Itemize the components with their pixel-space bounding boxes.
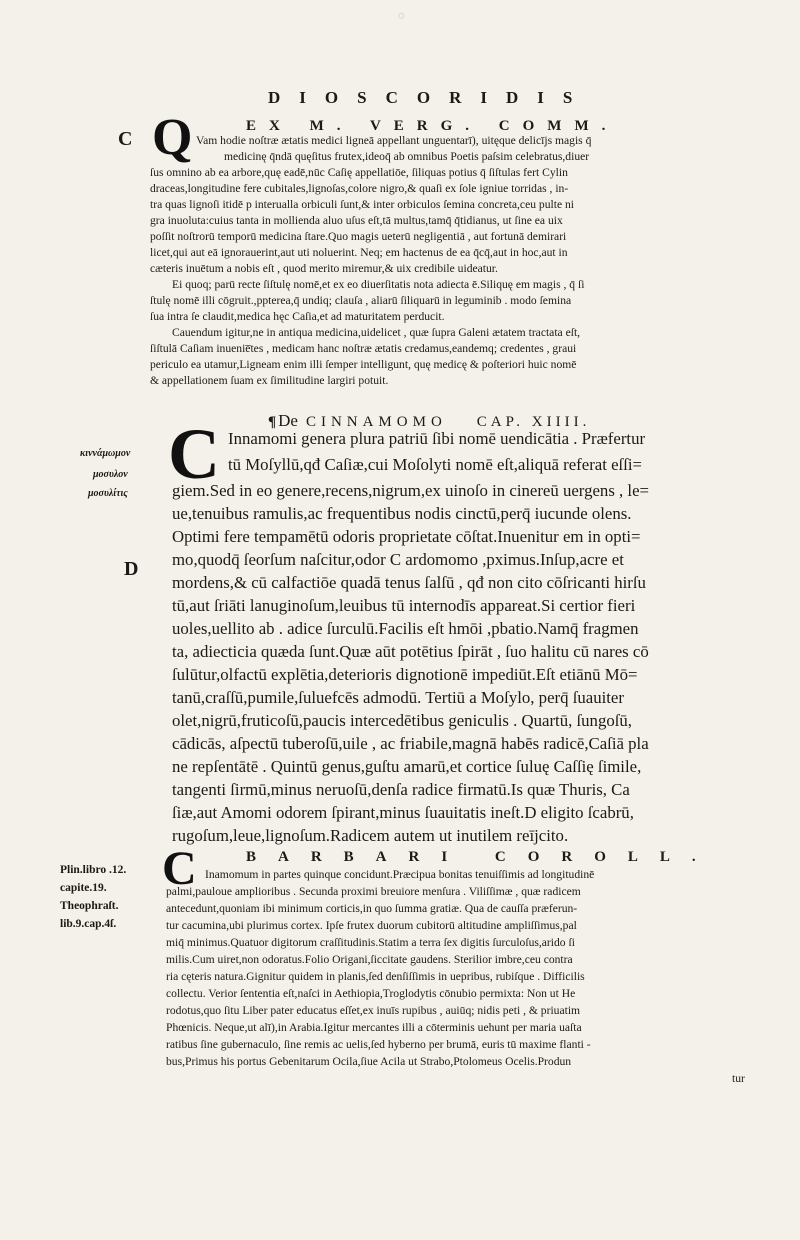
text-line: poſſit noſtrorū temporū medicina ſtare.Quo magis ueterū negligentiā , aut fortunā demirari [150,230,567,243]
text-line: draceas,longitudine fere cubitales,lignoſas,colore nigro,& quaſi ex ſole igniue torridas , in- [150,182,569,195]
text-line: ſua intra ſe claudit,medica hęc Caſia,et ad maturitatem perducit. [150,310,445,323]
chapter-number: CAP. XIIII. [476,414,591,430]
section2-heading: BARBARI COROLL. [246,849,718,865]
text-line: tur cacumina,ubi plurimus cortex. Ipſe frutex duorum cubitorū altitudine ampliſſimus,pal [166,919,577,932]
text-line: Vam hodie noſtræ ætatis medici ligneā appellant unguentarī), uitęque delicījs magis q̄ [196,134,592,147]
greek-gloss: κιννάμωμον [80,448,131,459]
text-line: rugoſum,leue,lignoſum.Radicem autem ut inutilem reījcito. [172,826,569,845]
greek-gloss: μοσυλίτις [88,488,128,499]
text-line: Cauendum igitur,ne in antiqua medicina,uidelicet , quæ ſupra Galeni ætatem tractata eſt, [172,326,581,339]
margin-reference: capite.19. [60,882,107,894]
greek-gloss: μοσυλον [93,469,128,480]
text-line: Inamomum in partes quinque concidunt.Præcipua bonitas tenuiſſimis ad longitudinē [205,868,595,881]
text-line: Innamomi genera plura patriū ſibi nomē uendicātia . Præfertur [228,429,646,448]
text-line: olet,nigrū,fruticoſū,paucis intercedētibus geniculis . Quartū, ſungoſū, [172,711,632,730]
text-line: Ei quoq; parū recte ſiſtulę nomē,et ex eo diuerſitatis nota adiecta ē.Siliquę em magis , q̄ ſi [172,278,585,291]
chapter-title: CINNAMOMO [305,414,447,430]
section1-dropcap: Q [152,109,193,166]
text-line: ſtulę nomē illi cōgruit.,ppterea,q̄ undiq; clauſa , aliarū ſiliquarū in leguminib . modo ſemina [150,294,572,307]
text-line: gra inuoluta:cuius tanta in mollienda aluo uſus eſt,tā multus,tamq̄ q̄tidianus, ut ſine ea uix [150,214,563,227]
text-line: cæteris inuētum a nobis eſt , quod merito miremur,& uix credibile uideatur. [150,262,498,275]
text-line: ratibus ſine gubernaculo, ſine remis ac uelis,ſed hyberno per brumā, euris tū maxime flanti - [166,1038,591,1051]
text-line: ta, adiecticia quæda ſunt.Quæ aūt potētius ſpirāt , ſuo halitu cū nares cō [172,642,649,661]
margin-reference: Plin.libro .12. [60,864,127,876]
chapter-heading-de: De [278,411,298,430]
text-line: ue,tenuibus ramulis,ac frequentibus nodis cinctū,perq̄ iucunde olens. [172,504,632,523]
text-line: Phœnicis. Neque,ut alī),in Arabia.Igitur mercantes illi a cōterminis uehunt per maria uaſta [166,1021,582,1034]
text-line: periculo ea utamur,Ligneam enim illi ſemper intelligunt, quę medicę & poſteriori huic nomē [150,358,577,371]
text-line: mordens,& cū calfactiōe quadā tenus ſalſū , qđ non cito cōſricanti hirſu [172,573,646,592]
text-line: bus,Primus his portus Gebenitarum Ocila,ſiue Acila ut Strabo,Ptolomeus Ocelis.Produn [166,1055,572,1068]
text-line: collectu. Verior ſententia eſt,naſci in Aethiopia,Troglodytis cōnubio permixta: Non ut He [166,987,576,1000]
section2-dropcap: C [162,842,197,895]
text-line: Optimi fere tempamētū odoris proprietate cōſtat.Inuenitur em in opti= [172,527,641,546]
text-line: tū,aut ſriāti lanuginoſum,leuibus tū internodīs appareat.Si certior fieri [172,596,636,615]
margin-reference: Theophraſt. [60,900,119,912]
pilcrow-mark: ¶ [268,414,277,430]
page-mark: ◌ [398,10,405,22]
text-line: licet,qui aut eā ignorauerint,aut uti noluerint. Neq; em hactenus de ea q̄cq̄,aut in hoc,aut in [150,246,568,259]
margin-reference: lib.9.cap.4ſ. [60,918,117,930]
running-head: DIOSCORIDIS [268,88,592,107]
text-line: ſulūtur,olfactū explētia,deterioris dignotionē impediūt.Eſt etiānū Mō= [172,665,638,684]
chapter-heading [268,411,590,431]
text-line: mo,quodq̄ ſeorſum naſcitur,odor C ardomomo ,pximus.Inſup,acre et [172,550,624,569]
text-line: & appellationem ſuam ex ſimilitudine largiri potuit. [150,374,389,387]
text-line: ne repſentātē . Quintū genus,guſtu amarū,et cortice ſuluę Caſſię ſimile, [172,757,642,776]
text-line: rodotus,quo ſitu Liber pater educatus eſſet,ex inuīs rupibus , auiūq; nidis peti , & priuatim [166,1004,581,1017]
text-line: ſus omnino ab ea arbore,quę eadē,nūc Caſię appellatiōe, ſiliquas potius q̄ ſiſtulas fert Cylin [150,166,568,179]
text-line: ria cęteris natura.Gignitur quidem in planis,ſed denſiſſimis in uepribus, rubiſque . Difficilis [166,970,585,983]
text-line: miq̄ minimus.Quatuor digitorum craſſitudinis.Statim a terra ſex digitis ſurculoſus,arido ſi [166,936,575,949]
margin-letter-c: C [118,128,133,150]
text-line: tra quas lignoſi itidē p interualla orbiculi ſunt,& inter orbiculos ſemina concreta,ceu pulte ni [150,198,575,211]
text-line: tanū,craſſū,pumile,ſuluefcēs admodū. Tertiū a Moſylo, perq̄ ſuauiter [172,688,624,707]
text-line: tū Moſyllū,qđ Caſiæ,cui Moſolyti nomē eſt,aliquā referat eſſi= [228,455,643,474]
text-line: ſiſtulā Caſiam inuenie̅tes , medicam hanc noſtræ ætatis credamus,eandemq; credentes , graui [150,342,577,355]
text-line: antecedunt,quoniam ibi minimum corticis,in quo ſumma gratiæ. Qua de cauſſa præferun- [166,902,578,915]
text-line: ſiæ,aut Amomi odorem ſpirant,minus ſuauitatis ineſt.D eligito ſcabrū, [172,803,634,822]
section1-heading: EX M. VERG. COMM. [246,118,619,134]
text-line: milis.Cum uiret,non odoratus.Folio Origani,ſiccitate gaudens. Sterilior imbre,ceu contra [166,953,573,966]
text-line: uoles,uellito ab . adice ſurculū.Facilis eſt hmōi ,pbatio.Namq̄ fragmen [172,619,639,638]
text-line: cādicās, aſpectū tuberoſū,uile , ac friabile,magnā habēs radicē,Caſiā pla [172,734,649,753]
text-line: tangenti ſirmū,minus neruoſū,denſa radice firmatū.Is quæ Thuris, Ca [172,780,630,799]
text-line: palmi,pauloue amplioribus . Secunda proximi breuiore menſura . Viliſſimæ , quæ radicem [166,885,581,898]
catchword: tur [732,1072,745,1085]
chapter-dropcap: C [168,414,220,494]
text-line: giem.Sed in eo genere,recens,nigrum,ex uinoſo in cinereū uergens , le= [172,481,650,500]
text-line: medicinę q̄ndā quęſitus frutex,ideoq̄ ab omnibus Poetis paſsim celebratus,diuer [224,150,590,163]
margin-letter-d: D [124,558,139,580]
